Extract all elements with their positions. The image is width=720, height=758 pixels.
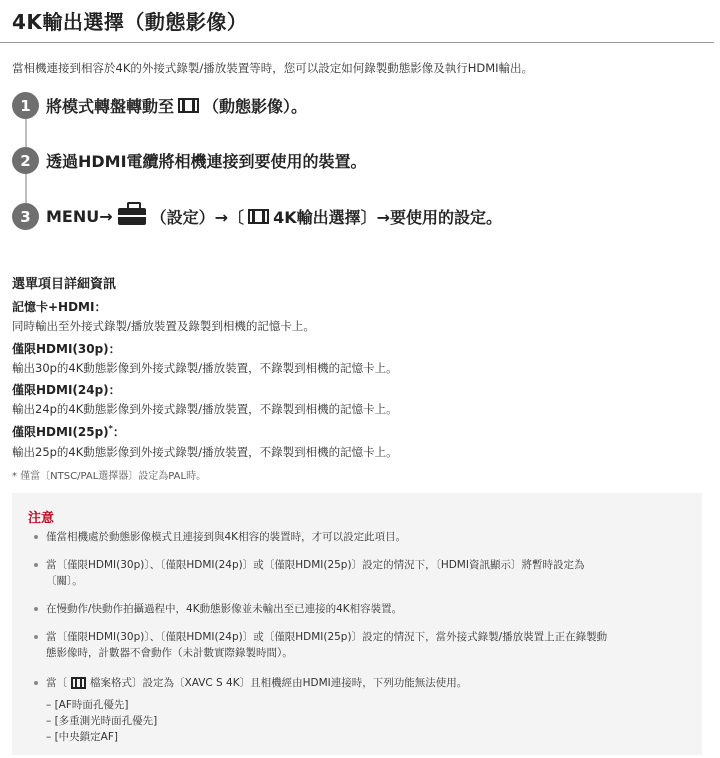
step-text-before: MENU→ — [46, 207, 113, 226]
movie-film-icon — [178, 98, 199, 113]
footnote: * 僅當〔NTSC/PAL選擇器〕設定為PAL時。 — [12, 471, 207, 482]
bullet-icon — [34, 563, 38, 567]
movie-film-icon — [71, 677, 86, 689]
step-1 — [12, 92, 307, 119]
bullet-icon — [34, 635, 38, 639]
menu-item-head: 僅限HDMI(30p)： — [12, 342, 121, 356]
menu-item-head: 記憶卡+HDMI： — [12, 300, 107, 314]
note-item-line: 〔關〕。 — [46, 575, 83, 587]
intro-text: 當相機連接到相容於4K的外接式錄製/播放裝置等時，您可以設定如何錄製動態影像及執行HDMI輸出。 — [12, 61, 534, 75]
menu-item-desc: 同時輸出至外接式錄製/播放裝置及錄製到相機的記憶卡上。 — [12, 319, 315, 333]
step-3 — [12, 203, 502, 230]
note-item — [34, 629, 607, 661]
menu-item-head: 僅限HDMI(24p)： — [12, 383, 121, 397]
note-item-line — [46, 675, 467, 691]
note-item — [34, 601, 402, 617]
menu-item-head-text: 僅限HDMI(25p) — [12, 425, 109, 439]
note-item-line: 僅當相機處於動態影像模式且連接到與4K相容的裝置時，才可以設定此項目。 — [46, 531, 407, 543]
note-item-line: 在慢動作/快動作拍攝過程中，4K動態影像並未輸出至已連接的4K相容裝置。 — [46, 603, 403, 615]
movie-film-icon — [248, 209, 269, 224]
menu-item-head — [12, 423, 125, 440]
step-number-badge: 1 — [12, 92, 39, 119]
menu-item-head-colon: ： — [112, 425, 125, 439]
step-text: 透過HDMI電纜將相機連接到要使用的裝置。 — [46, 152, 367, 171]
note-sub-item: – [多重測光時面孔優先] — [46, 715, 158, 727]
note-box — [12, 493, 702, 755]
step-2 — [12, 147, 367, 174]
bullet-icon — [34, 535, 38, 539]
note-title: 注意 — [28, 511, 55, 526]
menu-item-desc: 輸出25p的4K動態影像到外接式錄製/播放裝置，不錄製到相機的記憶卡上。 — [12, 445, 398, 459]
bullet-icon — [34, 681, 38, 685]
menu-item-desc: 輸出30p的4K動態影像到外接式錄製/播放裝置，不錄製到相機的記憶卡上。 — [12, 361, 398, 375]
step-text — [46, 94, 307, 117]
note-sub-item: – [AF時面孔優先] — [46, 699, 129, 711]
note-item-text-before: 當〔 — [46, 677, 67, 689]
step-text — [46, 205, 502, 228]
note-item-line: 態影像時，計數器不會動作（未計數實際錄製時間）。 — [46, 647, 293, 659]
note-item — [34, 529, 406, 545]
step-text-after: 4K輸出選擇〕→要使用的設定。 — [273, 208, 503, 227]
note-item-line: 當〔僅限HDMI(30p)〕、〔僅限HDMI(24p)〕或〔僅限HDMI(25p)〕設定的情況下，當外接式錄製/播放裝置上正在錄製動 — [46, 631, 608, 643]
note-item-line: 當〔僅限HDMI(30p)〕、〔僅限HDMI(24p)〕或〔僅限HDMI(25p)〕設定的情況下，〔HDMI資訊顯示〕將暫時設定為 — [46, 559, 585, 571]
bullet-icon — [34, 607, 38, 611]
note-item — [34, 675, 467, 691]
note-sub-item: – [中央鎖定AF] — [46, 731, 119, 743]
step-text-middle: （設定）→〔 — [150, 208, 245, 227]
step-text-before: 將模式轉盤轉動至 — [46, 97, 175, 116]
note-item — [34, 557, 584, 589]
section-title: 選單項目詳細資訊 — [12, 277, 117, 292]
toolbox-setup-icon — [118, 208, 146, 225]
note-item-text-after: 檔案格式〕設定為〔XAVC S 4K〕且相機經由HDMI連接時，下列功能無法使用。 — [90, 677, 468, 689]
menu-item-desc: 輸出24p的4K動態影像到外接式錄製/播放裝置，不錄製到相機的記憶卡上。 — [12, 402, 398, 416]
page-title: 4K輸出選擇（動態影像） — [12, 10, 248, 34]
footnote-marker: * — [108, 424, 113, 433]
step-text-after: （動態影像）。 — [203, 97, 308, 116]
step-number-badge: 2 — [12, 147, 39, 174]
title-divider — [0, 42, 714, 43]
step-number-badge: 3 — [12, 203, 39, 230]
